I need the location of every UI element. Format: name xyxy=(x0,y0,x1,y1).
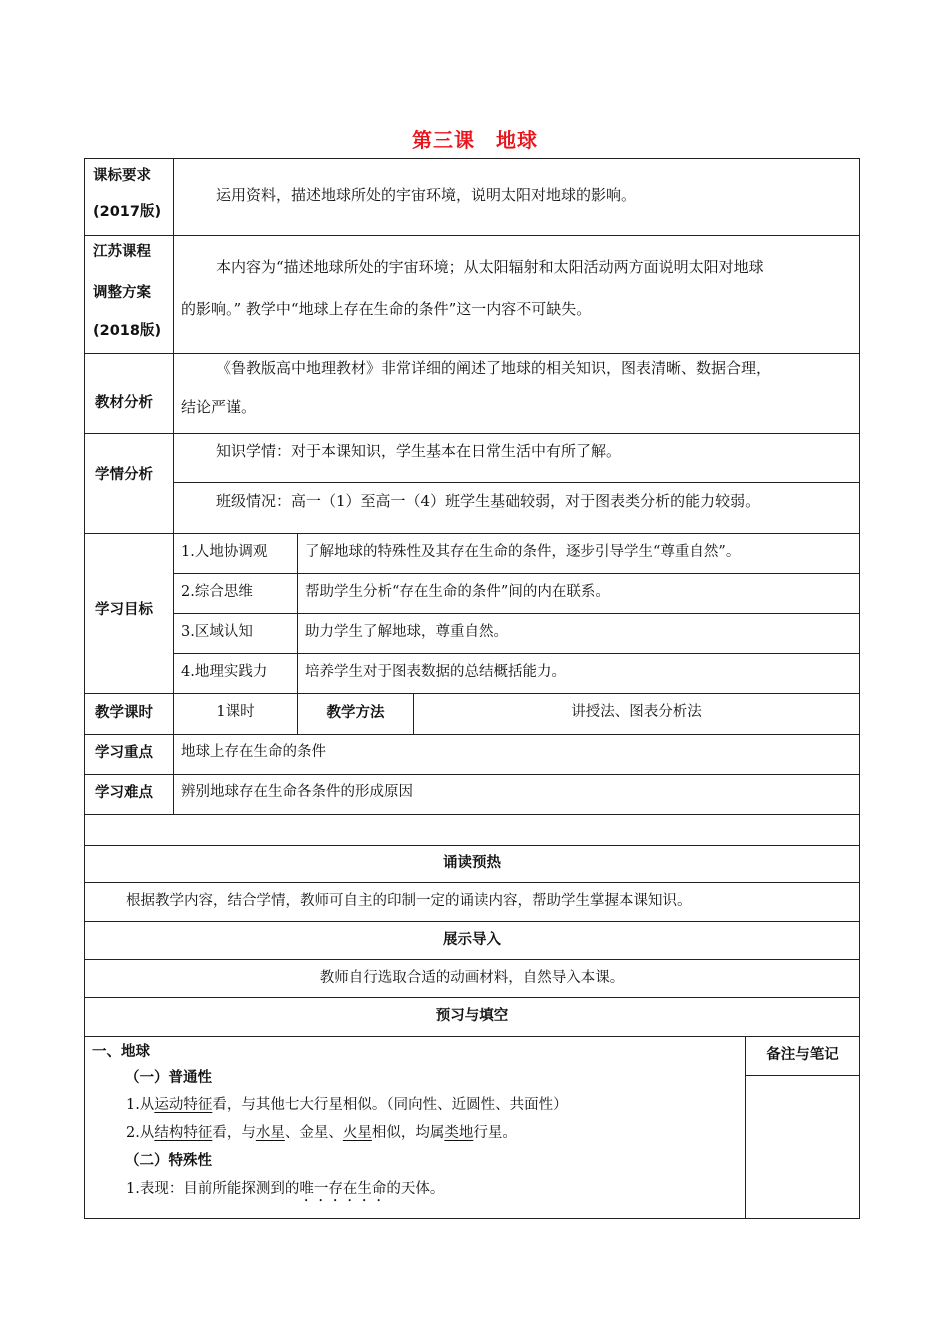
key-point-value: 地球上存在生命的条件 xyxy=(181,744,326,760)
goal-text-4: 培养学生对于图表数据的总结概括能力。 xyxy=(305,664,566,680)
special-subheading: （二）特殊性 xyxy=(125,1153,212,1169)
blank-structure: 结构特征 xyxy=(154,1125,213,1141)
jiangsu-label-1: 江苏课程 xyxy=(93,244,151,260)
goals-label: 学习目标 xyxy=(95,602,153,618)
curriculum-content: 运用资料，描述地球所处的宇宙环境，说明太阳对地球的影响。 xyxy=(216,186,637,204)
blank-terrestrial: 类地 xyxy=(444,1125,474,1141)
goal-text-1: 了解地球的特殊性及其存在生命的条件，逐步引导学生“尊重自然”。 xyxy=(305,544,741,560)
goal-name-1: 1.人地协调观 xyxy=(181,544,268,560)
jiangsu-label-2: 调整方案 xyxy=(93,285,151,301)
jiangsu-content-2: 的影响。” 教学中“地球上存在生命的条件”这一内容不可缺失。 xyxy=(181,300,592,318)
hours-label: 教学课时 xyxy=(95,705,153,721)
jiangsu-label-3: (2018版) xyxy=(93,323,162,339)
general-subheading: （一）普通性 xyxy=(125,1070,212,1086)
students-class: 班级情况：高一（1）至高一（4）班学生基础较弱，对于图表类分析的能力较弱。 xyxy=(216,492,761,510)
key-point-label: 学习重点 xyxy=(95,745,153,761)
students-knowledge: 知识学情：对于本课知识，学生基本在日常生活中有所了解。 xyxy=(216,442,622,460)
earth-heading: 一、地球 xyxy=(92,1044,150,1060)
goal-text-2: 帮助学生分析“存在生命的条件”间的内在联系。 xyxy=(305,584,610,600)
page-title: 第三课 地球 xyxy=(412,128,538,152)
curriculum-label-2: (2017版) xyxy=(93,204,162,220)
intro-text: 教师自行选取合适的动画材料，自然导入本课。 xyxy=(319,970,625,986)
jiangsu-content-1: 本内容为“描述地球所处的宇宙环境；从太阳辐射和太阳活动两方面说明太阳对地球 xyxy=(216,258,764,276)
blank-mercury: 水星 xyxy=(255,1125,285,1141)
reading-text: 根据教学内容，结合学情，教师可自主的印制一定的诵读内容，帮助学生掌握本课知识。 xyxy=(126,893,692,909)
preview-header: 预习与填空 xyxy=(435,1008,509,1024)
difficulty-label: 学习难点 xyxy=(95,785,153,801)
difficulty-value: 辨别地球存在生命各条件的形成原因 xyxy=(181,784,413,800)
intro-header: 展示导入 xyxy=(443,932,501,948)
blank-mars: 火星 xyxy=(342,1125,372,1141)
preview-line-1: 1.从运动特征看，与其他七大行星相似。（同向性、近圆性、共面性） xyxy=(126,1097,568,1113)
curriculum-label-1: 课标要求 xyxy=(93,168,151,184)
preview-line-2: 2.从结构特征看，与水星、金星、火星相似，均属类地行星。 xyxy=(126,1125,517,1141)
goal-name-2: 2.综合思维 xyxy=(181,584,253,600)
goal-name-3: 3.区域认知 xyxy=(181,624,253,640)
textbook-content-1: 《鲁教版高中地理教材》非常详细的阐述了地球的相关知识，图表清晰、数据合理， xyxy=(216,359,772,377)
textbook-label: 教材分析 xyxy=(95,395,153,411)
goal-name-4: 4.地理实践力 xyxy=(181,664,268,680)
emphasis-unique-life: 唯一存在生命 xyxy=(299,1181,387,1197)
method-value: 讲授法、图表分析法 xyxy=(571,704,702,720)
goal-text-3: 助力学生了解地球，尊重自然。 xyxy=(305,624,508,640)
students-label: 学情分析 xyxy=(95,467,153,483)
method-label: 教学方法 xyxy=(326,705,385,721)
textbook-content-2: 结论严谨。 xyxy=(181,398,257,416)
hours-value: 1课时 xyxy=(216,704,255,720)
blank-motion: 运动特征 xyxy=(154,1097,213,1113)
preview-line-3: 1.表现：目前所能探测到的唯一存在生命的天体。 xyxy=(126,1181,445,1197)
notes-label: 备注与笔记 xyxy=(766,1047,839,1063)
reading-header: 诵读预热 xyxy=(443,855,501,871)
